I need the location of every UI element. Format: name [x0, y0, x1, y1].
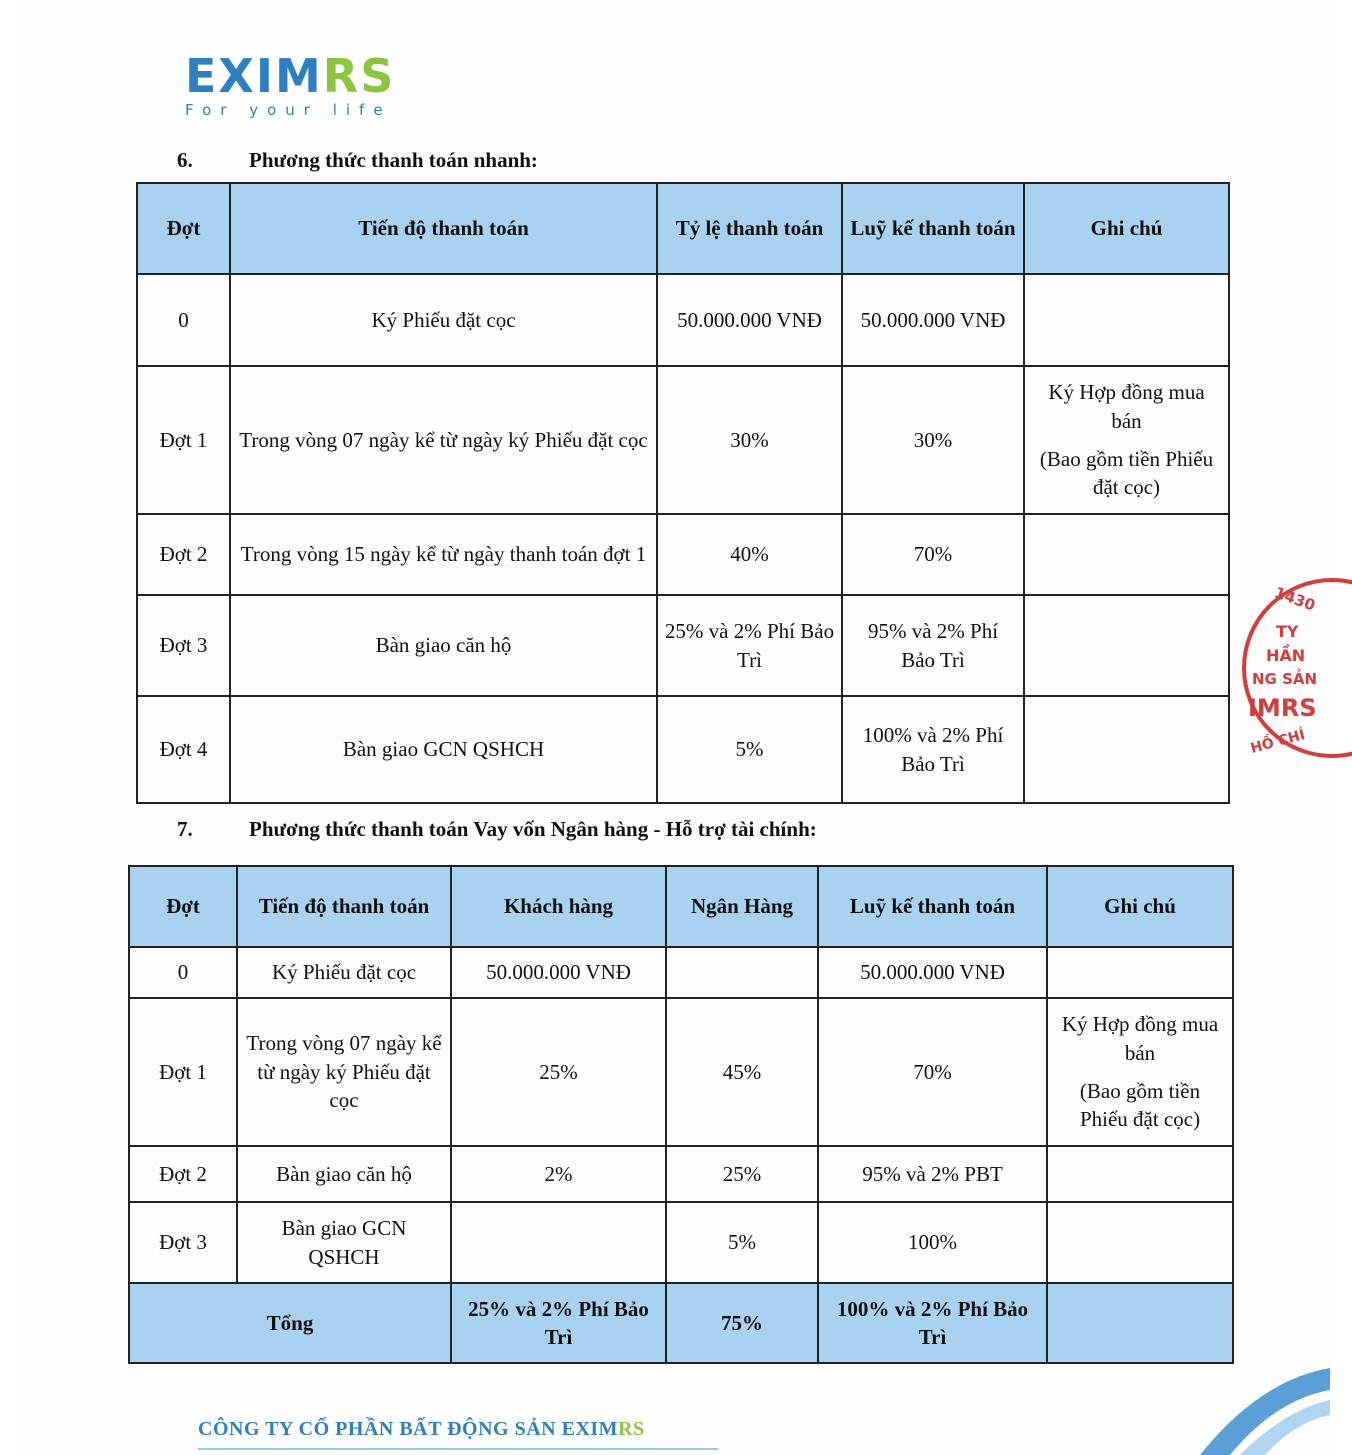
- section6-table: [136, 182, 1230, 804]
- cell-luy-ke: 70%: [842, 514, 1024, 595]
- cell-ghi-chu: [1047, 1146, 1233, 1202]
- cell-ghi-chu: [1047, 998, 1233, 1146]
- ghi-chu-line1: Ký Hợp đồng mua bán: [1061, 1012, 1219, 1065]
- footer-company-part2: RS: [618, 1418, 645, 1440]
- header-cell: Ngân Hàng: [666, 866, 818, 947]
- ghi-chu-line2: (Bao gồm tiền Phiếu đặt cọc): [1079, 1079, 1201, 1132]
- table-total-row: [129, 1283, 1233, 1363]
- header-cell: Luỹ kế thanh toán: [818, 866, 1047, 947]
- cell-ghi-chu: [1024, 366, 1229, 514]
- header-cell: Đợt: [129, 866, 237, 947]
- table-header-row: [129, 866, 1233, 947]
- cell-ngan-hang: 45%: [666, 998, 818, 1146]
- cell-ngan-hang: 25%: [666, 1146, 818, 1202]
- cell-dot: Đợt 2: [137, 514, 230, 595]
- stamp-text-2: TY: [1276, 622, 1299, 641]
- logo-brand-part1: EXIM: [185, 49, 323, 103]
- cell-tien-do: Bàn giao căn hộ: [230, 595, 657, 696]
- cell-dot: Đợt 3: [129, 1202, 237, 1283]
- cell-total-khach-hang: 25% và 2% Phí Bảo Trì: [451, 1283, 666, 1363]
- section7-number: 7.: [177, 817, 193, 841]
- cell-dot: Đợt 4: [137, 696, 230, 803]
- cell-tien-do: Bàn giao căn hộ: [237, 1146, 451, 1202]
- cell-ty-le: 40%: [657, 514, 842, 595]
- cell-tien-do: Bàn giao GCN QSHCH: [230, 696, 657, 803]
- stamp-text-3: HẦN: [1266, 646, 1306, 665]
- cell-ghi-chu: [1024, 514, 1229, 595]
- cell-tien-do: Trong vòng 07 ngày kể từ ngày ký Phiếu đặt cọc: [230, 366, 657, 514]
- logo-wordmark: [185, 49, 396, 103]
- logo-brand-part2: RS: [322, 49, 396, 103]
- cell-ty-le: 30%: [657, 366, 842, 514]
- footer-divider: [198, 1448, 718, 1450]
- header-cell: Tiến độ thanh toán: [237, 866, 451, 947]
- header-cell: Ghi chú: [1047, 866, 1233, 947]
- section6-heading: [177, 148, 538, 173]
- header-cell: Tiến độ thanh toán: [230, 183, 657, 274]
- cell-total-ghi-chu: [1047, 1283, 1233, 1363]
- header-cell: Khách hàng: [451, 866, 666, 947]
- company-seal-stamp: [1242, 578, 1352, 768]
- table-row: [137, 274, 1229, 366]
- cell-ngan-hang: [666, 947, 818, 998]
- cell-tien-do: Ký Phiếu đặt cọc: [230, 274, 657, 366]
- eximrs-logo: [185, 49, 396, 119]
- cell-dot: Đợt 2: [129, 1146, 237, 1202]
- section7-title: Phương thức thanh toán Vay vốn Ngân hàng - Hỗ trợ tài chính:: [249, 817, 817, 841]
- cell-luy-ke: 50.000.000 VNĐ: [818, 947, 1047, 998]
- section7-table: [128, 865, 1234, 1364]
- cell-dot: Đợt 1: [137, 366, 230, 514]
- header-cell: Ghi chú: [1024, 183, 1229, 274]
- cell-khach-hang: [451, 1202, 666, 1283]
- stamp-text-4: NG SẢN: [1252, 670, 1318, 688]
- cell-tien-do: Trong vòng 15 ngày kể từ ngày thanh toán đợt 1: [230, 514, 657, 595]
- table-header-row: [137, 183, 1229, 274]
- cell-dot: Đợt 3: [137, 595, 230, 696]
- cell-ty-le: 50.000.000 VNĐ: [657, 274, 842, 366]
- section6-number: 6.: [177, 148, 193, 172]
- ghi-chu-line2: (Bao gồm tiền Phiếu đặt cọc): [1039, 447, 1214, 500]
- logo-tagline: For your life: [185, 101, 392, 119]
- header-cell: Tỷ lệ thanh toán: [657, 183, 842, 274]
- cell-luy-ke: 70%: [818, 998, 1047, 1146]
- cell-ghi-chu: [1047, 1202, 1233, 1283]
- stamp-text-1: 1430: [1272, 583, 1318, 615]
- footer-company-name: [198, 1418, 645, 1441]
- cell-dot: Đợt 1: [129, 998, 237, 1146]
- cell-luy-ke: 50.000.000 VNĐ: [842, 274, 1024, 366]
- table-row: [137, 696, 1229, 803]
- cell-luy-ke: 100% và 2% Phí Bảo Trì: [842, 696, 1024, 803]
- cell-dot: 0: [129, 947, 237, 998]
- cell-luy-ke: 95% và 2% Phí Bảo Trì: [842, 595, 1024, 696]
- cell-ghi-chu: [1024, 274, 1229, 366]
- header-cell: Đợt: [137, 183, 230, 274]
- table-row: [137, 595, 1229, 696]
- cell-total-luy-ke: 100% và 2% Phí Bảo Trì: [818, 1283, 1047, 1363]
- cell-ghi-chu: [1024, 595, 1229, 696]
- table-row: [129, 998, 1233, 1146]
- table-row: [129, 1146, 1233, 1202]
- table-row: [137, 514, 1229, 595]
- cell-ngan-hang: 5%: [666, 1202, 818, 1283]
- footer-company-part1: CÔNG TY CỔ PHẦN BẤT ĐỘNG SẢN EXIM: [198, 1418, 619, 1440]
- cell-total-ngan-hang: 75%: [666, 1283, 818, 1363]
- table-row: [129, 1202, 1233, 1283]
- header-cell: Luỹ kế thanh toán: [842, 183, 1024, 274]
- cell-total-label: Tổng: [129, 1283, 451, 1363]
- document-page: [20, 0, 1332, 1455]
- stamp-text-5: IMRS: [1248, 694, 1317, 722]
- section7-heading: [177, 817, 817, 842]
- section6-title: Phương thức thanh toán nhanh:: [249, 148, 538, 172]
- cell-khach-hang: 25%: [451, 998, 666, 1146]
- cell-khach-hang: 2%: [451, 1146, 666, 1202]
- cell-ghi-chu: [1024, 696, 1229, 803]
- cell-ty-le: 5%: [657, 696, 842, 803]
- cell-luy-ke: 95% và 2% PBT: [818, 1146, 1047, 1202]
- cell-tien-do: Bàn giao GCN QSHCH: [237, 1202, 451, 1283]
- stamp-text-6: HỒ CHÍ: [1248, 727, 1307, 757]
- cell-ty-le: 25% và 2% Phí Bảo Trì: [657, 595, 842, 696]
- table-row: [129, 947, 1233, 998]
- cell-ghi-chu: [1047, 947, 1233, 998]
- cell-luy-ke: 30%: [842, 366, 1024, 514]
- cell-khach-hang: 50.000.000 VNĐ: [451, 947, 666, 998]
- cell-tien-do: Ký Phiếu đặt cọc: [237, 947, 451, 998]
- cell-luy-ke: 100%: [818, 1202, 1047, 1283]
- cell-dot: 0: [137, 274, 230, 366]
- footer-swoosh-icon: [1180, 1360, 1330, 1455]
- table-row: [137, 366, 1229, 514]
- cell-tien-do: Trong vòng 07 ngày kể từ ngày ký Phiếu đặt cọc: [237, 998, 451, 1146]
- ghi-chu-line1: Ký Hợp đồng mua bán: [1048, 380, 1205, 433]
